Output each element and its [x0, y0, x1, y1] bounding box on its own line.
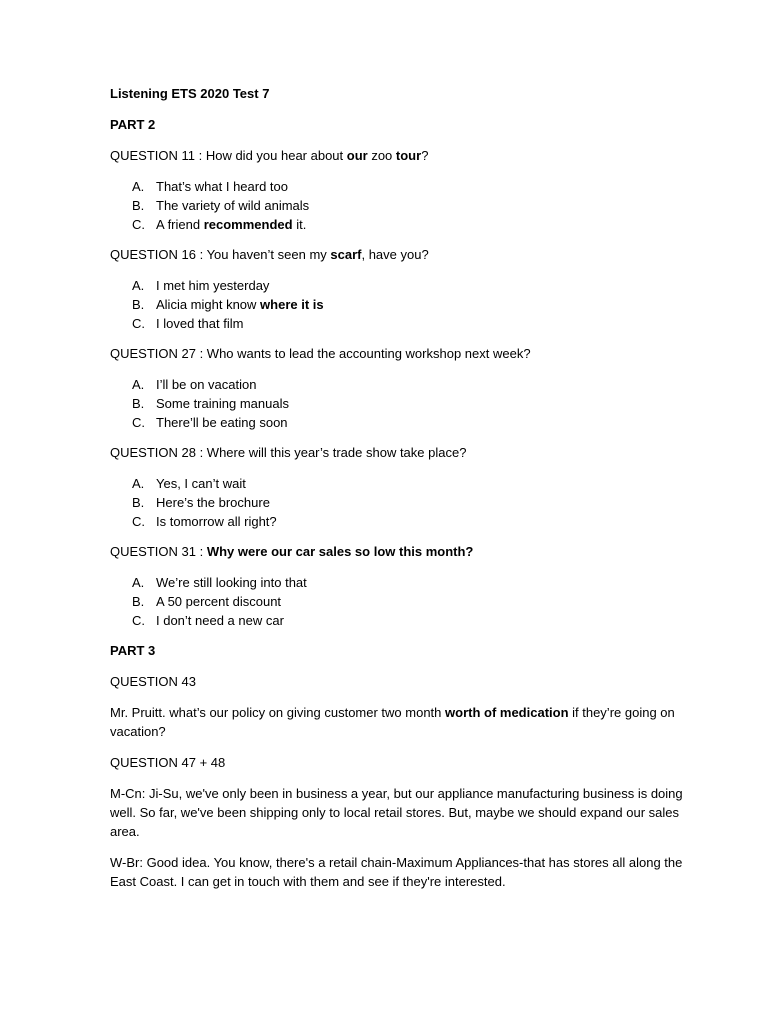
part3-heading: PART 3: [110, 643, 156, 658]
answer-text: There’ll be eating soon: [156, 415, 288, 430]
speaker-wbr-text: W-Br: Good idea. You know, there's a retail chain-Maximum Appliances-that has stores all along the East Coast. I can get in touch with them and see if they're interested.: [110, 855, 683, 889]
answer-option: [110, 295, 690, 314]
question-43-heading: QUESTION 43: [110, 674, 196, 689]
question-11: [110, 146, 690, 165]
answer-marker: C.: [132, 415, 145, 430]
question-27: QUESTION 27 : Who wants to lead the accounting workshop next week?: [110, 346, 531, 361]
answer-marker: C.: [132, 514, 145, 529]
answer-marker: C.: [132, 316, 145, 331]
answer-option: [110, 413, 690, 432]
question-text: , have you?: [361, 247, 429, 262]
emphasis-text: our: [346, 148, 368, 163]
answer-text: Alicia might know: [156, 297, 261, 312]
answer-marker: A.: [132, 377, 145, 392]
answer-text: That’s what I heard too: [156, 179, 289, 194]
question-text: QUESTION 16 : You haven’t seen my: [110, 247, 331, 262]
question-text: QUESTION 31 :: [110, 544, 207, 559]
answer-list-11: [110, 177, 690, 234]
answer-option: [110, 196, 690, 215]
answer-marker: B.: [132, 297, 145, 312]
answer-option: [110, 276, 690, 295]
question-text: zoo: [367, 148, 396, 163]
answer-marker: B.: [132, 198, 145, 213]
question-16: [110, 245, 690, 264]
answer-option: [110, 314, 690, 333]
question-31: [110, 542, 690, 561]
question-text: QUESTION 11 : How did you hear about: [110, 148, 347, 163]
answer-option: [110, 215, 690, 234]
answer-marker: C.: [132, 217, 145, 232]
answer-marker: B.: [132, 396, 145, 411]
answer-text: Yes, I can’t wait: [156, 476, 246, 491]
answer-text: I’ll be on vacation: [156, 377, 257, 392]
answer-marker: C.: [132, 613, 145, 628]
emphasis-text: worth of medication: [445, 705, 569, 720]
answer-text: I met him yesterday: [156, 278, 270, 293]
answer-option: [110, 375, 690, 394]
answer-text: A friend: [156, 217, 204, 232]
answer-option: [110, 474, 690, 493]
document-body: [110, 84, 690, 903]
answer-list-28: [110, 474, 690, 531]
answer-text: Here’s the brochure: [156, 495, 270, 510]
transcript-text: if they’re going on vacation?: [110, 705, 675, 739]
answer-text: it.: [292, 217, 307, 232]
answer-text: I loved that film: [156, 316, 244, 331]
answer-marker: A.: [132, 278, 145, 293]
speaker-mcn-text: M-Cn: Ji-Su, we've only been in business a year, but our appliance manufacturing business is doing well. So far, we've been shipping only to local retail stores. But, maybe we should expand our sales area.: [110, 786, 683, 839]
emphasis-text: tour: [395, 148, 422, 163]
emphasis-text: Why were our car sales so low this month?: [206, 544, 474, 559]
emphasis-text: where it is: [260, 297, 324, 312]
answer-text: Is tomorrow all right?: [156, 514, 277, 529]
question-28: QUESTION 28 : Where will this year’s trade show take place?: [110, 445, 467, 460]
question-47-48-heading: QUESTION 47 + 48: [110, 755, 226, 770]
question-43-text: [110, 703, 690, 741]
answer-option: [110, 493, 690, 512]
emphasis-text: scarf: [330, 247, 362, 262]
answer-option: [110, 611, 690, 630]
answer-text: A 50 percent discount: [156, 594, 282, 609]
answer-marker: A.: [132, 575, 145, 590]
answer-text: The variety of wild animals: [156, 198, 310, 213]
document-title: Listening ETS 2020 Test 7: [110, 86, 270, 101]
answer-marker: B.: [132, 594, 145, 609]
answer-option: [110, 394, 690, 413]
answer-list-31: [110, 573, 690, 630]
answer-option: [110, 177, 690, 196]
answer-text: I don’t need a new car: [156, 613, 284, 628]
transcript-text: Mr. Pruitt. what’s our policy on giving customer two month: [110, 705, 446, 720]
answer-list-16: [110, 276, 690, 333]
answer-text: Some training manuals: [156, 396, 289, 411]
answer-option: [110, 592, 690, 611]
emphasis-text: recommended: [203, 217, 293, 232]
answer-marker: A.: [132, 476, 145, 491]
part2-heading: PART 2: [110, 117, 156, 132]
answer-list-27: [110, 375, 690, 432]
answer-option: [110, 512, 690, 531]
answer-text: We’re still looking into that: [156, 575, 307, 590]
answer-marker: A.: [132, 179, 145, 194]
answer-marker: B.: [132, 495, 145, 510]
answer-option: [110, 573, 690, 592]
question-text: ?: [421, 148, 429, 163]
